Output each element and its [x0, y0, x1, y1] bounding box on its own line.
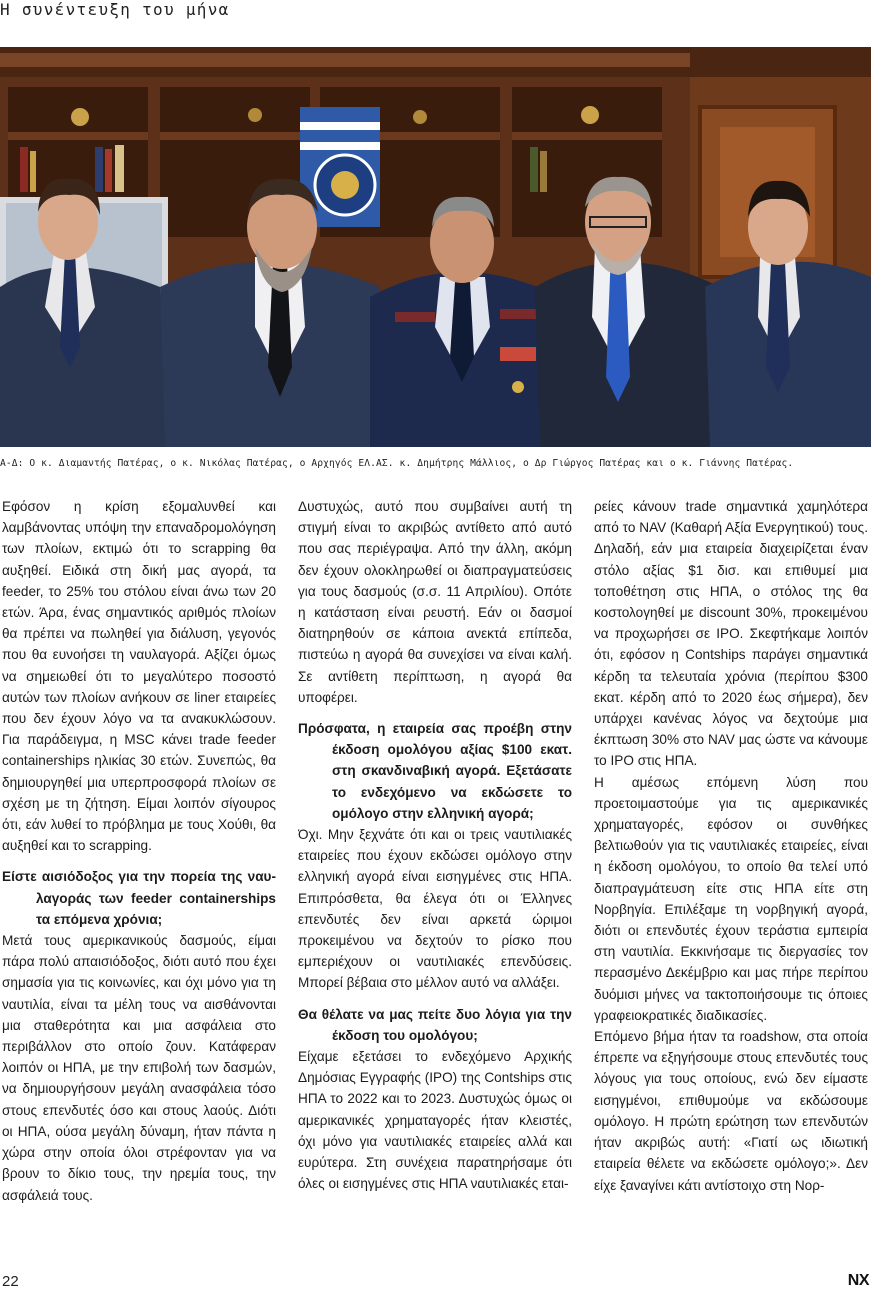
photo-illustration: [0, 47, 871, 447]
brand-logo: NX: [847, 1272, 869, 1289]
photo-caption: Α-Δ: Ο κ. Διαμαντής Πατέρας, ο κ. Νικόλας Πατέρας, ο Αρχηγός ΕΛ.ΑΣ. κ. Δημήτρης Μάλλιος, ο Δρ Γιώργος Πατέρας και ο κ. Γιάννης Πατέρας.: [0, 458, 794, 469]
question-rest: την έκδοση του ομολόγου;: [332, 1006, 572, 1043]
question: [298, 718, 572, 824]
paragraph: Όχι. Μην ξεχνάτε ότι και οι τρεις ναυτιλιακές εταιρείες που έχουν εκδώσει ομόλογο στην ελληνική αγορά είναι εισηγμένες στις ΗΠΑ. Επιπρόσθετα, θα έλεγα ότι οι Έλληνες επενδυτές δεν είναι αρκετά ώριμοι προκειμένου να δεχτούν το ρίσκο που εμπεριέχουν οι ναυτιλιακές επενδύσεις. Μπορεί βέβαια στο μέλλον αυτό να αλλάξει.: [298, 827, 572, 991]
column-3: [594, 496, 868, 1276]
paragraph: ρείες κάνουν trade σημαντικά χαμηλότερα από το NAV (Καθαρή Αξία Ενεργητικού) τους. Δηλαδή, εάν μια εταιρεία διαχειρίζεται έναν στόλο αξίας $1 δισ. και επιθυμεί μια τοποθέτηση στις ΗΠΑ, ο στόλος της θα κοστολογηθεί με discount 30%, προκειμένου να προχωρήσει σε IPO. Σκεφτήκαμε λοιπόν ότι, εφόσον η Contships παράγει σημαντικά κέρδη τα τελευταία χρόνια (περίπου $300 εκατ. κέρδη από το 2020 έως σήμερα), δεν υπάρχει κανένας λόγος να δεχτούμε μια έκπτωση 30% στο NAV μας ώστε να κάνουμε το IPO στις ΗΠΑ.: [594, 499, 868, 769]
question-lead: Πρόσφατα, η εταιρεία σας προέβη στην: [298, 721, 572, 737]
question: [2, 866, 276, 930]
section-title: Η συνέντευξη του μήνα: [0, 0, 230, 19]
paragraph: Η αμέσως επόμενη λύση που προετοιμαστούμε για τις αμερικανικές χρηματαγορές, εφόσον οι συνθήκες βελτιωθούν για τις ναυτιλιακές εταιρείες, είναι η έκδοση ομολόγου, το οποίο θα τελεί υπό διαπραγμάτευση είτε στις ΗΠΑ είτε στη Νορβηγία. Επιλέξαμε τη νορβηγική αγορά, διότι οι επενδυτές έχουν τεράστια εμπειρία στη ναυτιλία. Εκκινήσαμε τις διεργασίες τον περασμένο Δεκέμβριο και μας πήρε περίπου δυόμισι μήνες να τακτοποιήσουμε τις όποιες γραφειοκρατικές διαδικασίες.: [594, 774, 868, 1023]
column-2: [298, 496, 572, 1276]
paragraph: Επόμενο βήμα ήταν τα roadshow, στα οποία έπρεπε να εξηγήσουμε στους επενδυτές τους λόγους για τους οποίους, ενώ δεν είμαστε εισηγμένοι, επιθυμούμε να εκδώσουμε ομόλογο. Η πρώτη ερώτηση των επενδυτών ήταν ακριβώς αυτή: «Γιατί ως ιδιωτική εταιρεία θέλετε να εκδώσετε ομόλογο;». Δεν είχε ξαναγίνει κάτι αντίστοιχο στη Νορ-: [594, 1029, 868, 1193]
question: [298, 1004, 572, 1046]
paragraph: Εφόσον η κρίση εξομαλυνθεί και λαμβάνοντας υπόψη την επαναδρομολόγηση των πλοίων, εκτιμώ ότι το scrapping θα αυξηθεί. Ειδικά στη δική μας αγορά, τα feeder, το 25% του στόλου είναι άνω των 20 ετών. Άρα, ένας σημαντικός αριθμός πλοίων θα πρέπει να πωληθεί για διάλυση, γεγονός που θα ευνοήσει τη ναυλαγορά. Αξίζει όμως να σημειωθεί ότι το μεγαλύτερο ποσοστό αυτών των πλοίων ανήκουν σε liner εταιρείες που δεν έχουν λόγο να τα ανακυκλώσουν. Για παράδειγμα, η MSC κάνει trade feeder containerships ηλικίας 30 ετών. Συνεπώς, θα δημιουργηθεί μια υπερπροσφορά πλοίων σε σχέση με τη ζήτηση. Είμαι λοιπόν σίγουρος ότι, εάν λυθεί το πρόβλημα με τους Χούθι, θα αυξηθεί και το scrapping.: [2, 499, 276, 854]
question-lead: Είστε αισιόδοξος για την πορεία της ναυ-: [2, 869, 276, 885]
question-lead: Θα θέλατε να μας πείτε δυο λόγια για: [298, 1006, 551, 1022]
column-1: [2, 496, 276, 1276]
paragraph: Δυστυχώς, αυτό που συμβαίνει αυτή τη στιγμή είναι το ακριβώς αντίθετο από αυτό που σας περιέγραψα. Από την άλλη, ακόμη δεν έχουν ολοκληρωθεί οι διαπραγματεύσεις για τους δασμούς (σ.σ. 11 Απριλίου). Οπότε η κατάσταση είναι ρευστή. Εάν οι δασμοί διατηρηθούν σε κάποια ανεκτά επίπεδα, πιστεύω η αγορά θα συνεχίσει να είναι καλή. Σε αντίθετη περίπτωση, η αγορά θα υποφέρει.: [298, 499, 572, 705]
article-photo: [0, 47, 871, 447]
question-rest: λαγοράς των feeder containerships τα επόμενα χρόνια;: [36, 890, 276, 927]
paragraph: Μετά τους αμερικανικούς δασμούς, είμαι πάρα πολύ απαισιόδοξος, διότι αυτό που έχει σημασία για τις κοινωνίες, και όχι μόνο για τη ναυτιλία, είναι τα μέλη τους να αισθάνονται μια σταθερότητα και μια ασφάλεια στο περιβάλλον στο οποίο ζουν. Κατάφεραν λοιπόν οι ΗΠΑ, με την επιβολή των δασμών, να δημιουργήσουν μεγάλη ανασφάλεια τόσο στους επενδυτές όσο και στους λαούς. Διότι οι ΗΠΑ, ούσα μεγάλη δύναμη, ήταν πάντα η χώρα στην οποία όλοι στρέφονταν για να βρουν το δίκιο τους, την ηρεμία τους, την ασφάλειά τους.: [2, 933, 276, 1203]
page-number: 22: [2, 1273, 19, 1290]
question-rest: έκδοση ομολόγου αξίας $100 εκατ. στη σκανδιναβική αγορά. Εξετάσατε το ενδεχόμενο να εκδώσετε το ομόλογο στην ελληνική αγορά;: [332, 742, 572, 821]
paragraph: Είχαμε εξετάσει το ενδεχόμενο Αρχικής Δημόσιας Εγγραφής (IPO) της Contships στις ΗΠΑ το 2022 και το 2023. Δυστυχώς όμως οι αμερικανικές χρηματαγορές ήταν κλειστές, όχι μόνο για ναυτιλιακές εταιρείες αλλά και ευρύτερα. Στη συνέχεια παρατηρήσαμε ότι όλες οι εισηγμένες στις ΗΠΑ ναυτιλιακές εται-: [298, 1049, 572, 1192]
